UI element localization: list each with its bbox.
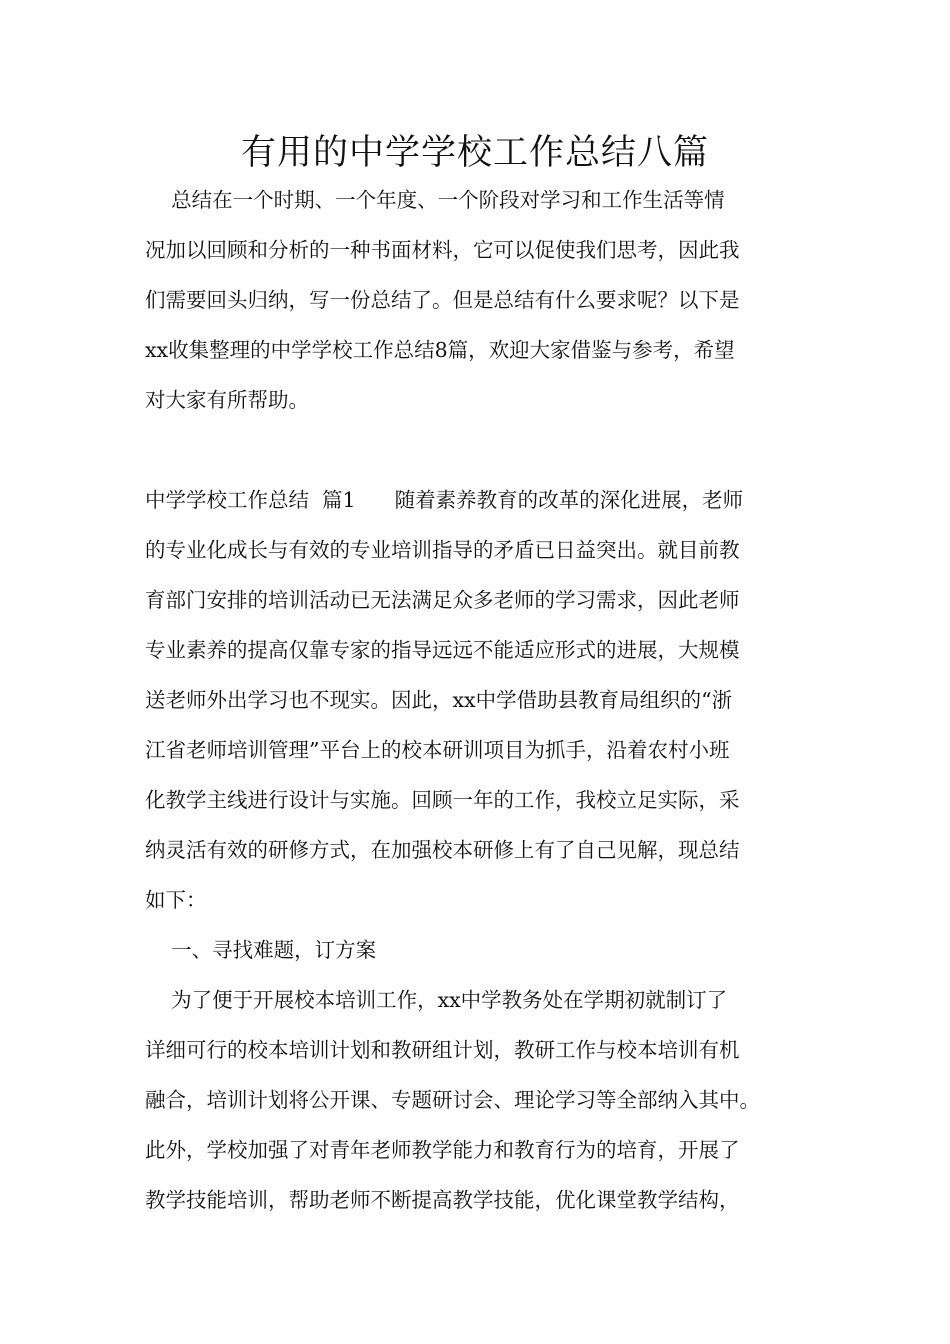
text-line: 为了便于开展校本培训工作，xx中学教务处在学期初就制订了 <box>145 988 728 1012</box>
text-line: 融合，培训计划将公开课、专题研讨会、理论学习等全部纳入其中。 <box>145 1088 760 1112</box>
text-line: 江省老师培训管理”平台上的校本研训项目为抓手，沿着农村小班 <box>145 738 730 762</box>
text-line: 如下： <box>145 888 207 912</box>
text-line: 的专业化成长与有效的专业培训指导的矛盾已日益突出。就目前教 <box>145 538 740 562</box>
section-heading-line: 中学学校工作总结 篇1 随着素养教育的改革的深化进展，老师 <box>145 488 744 512</box>
text-line: 总结在一个时期、一个年度、一个阶段对学习和工作生活等情 <box>145 188 725 212</box>
text-line: xx收集整理的中学学校工作总结8篇，欢迎大家借鉴与参考，希望 <box>145 338 735 362</box>
text-line: 况加以回顾和分析的一种书面材料，它可以促使我们思考，因此我 <box>145 238 740 262</box>
text-line: 化教学主线进行设计与实施。回顾一年的工作，我校立足实际，采 <box>145 788 740 812</box>
subheading-line: 一、寻找难题，订方案 <box>145 938 377 962</box>
text-line: 详细可行的校本培训计划和教研组计划，教研工作与校本培训有机 <box>145 1038 740 1062</box>
text-line: 们需要回头归纳，写一份总结了。但是总结有什么要求呢？以下是 <box>145 288 740 312</box>
text-line: 育部门安排的培训活动已无法满足众多老师的学习需求，因此老师 <box>145 588 740 612</box>
page-title: 有用的中学学校工作总结八篇 <box>240 133 709 173</box>
text-line: 专业素养的提高仅靠专家的指导远远不能适应形式的进展，大规模 <box>145 638 740 662</box>
text-line: 送老师外出学习也不现实。因此，xx中学借助县教育局组织的“浙 <box>145 688 733 712</box>
text-line: 对大家有所帮助。 <box>145 388 309 412</box>
text-line: 纳灵活有效的研修方式，在加强校本研修上有了自己见解，现总结 <box>145 838 740 862</box>
text-line: 教学技能培训，帮助老师不断提高教学技能，优化课堂教学结构， <box>145 1188 740 1212</box>
text-line: 此外，学校加强了对青年老师教学能力和教育行为的培育，开展了 <box>145 1138 740 1162</box>
